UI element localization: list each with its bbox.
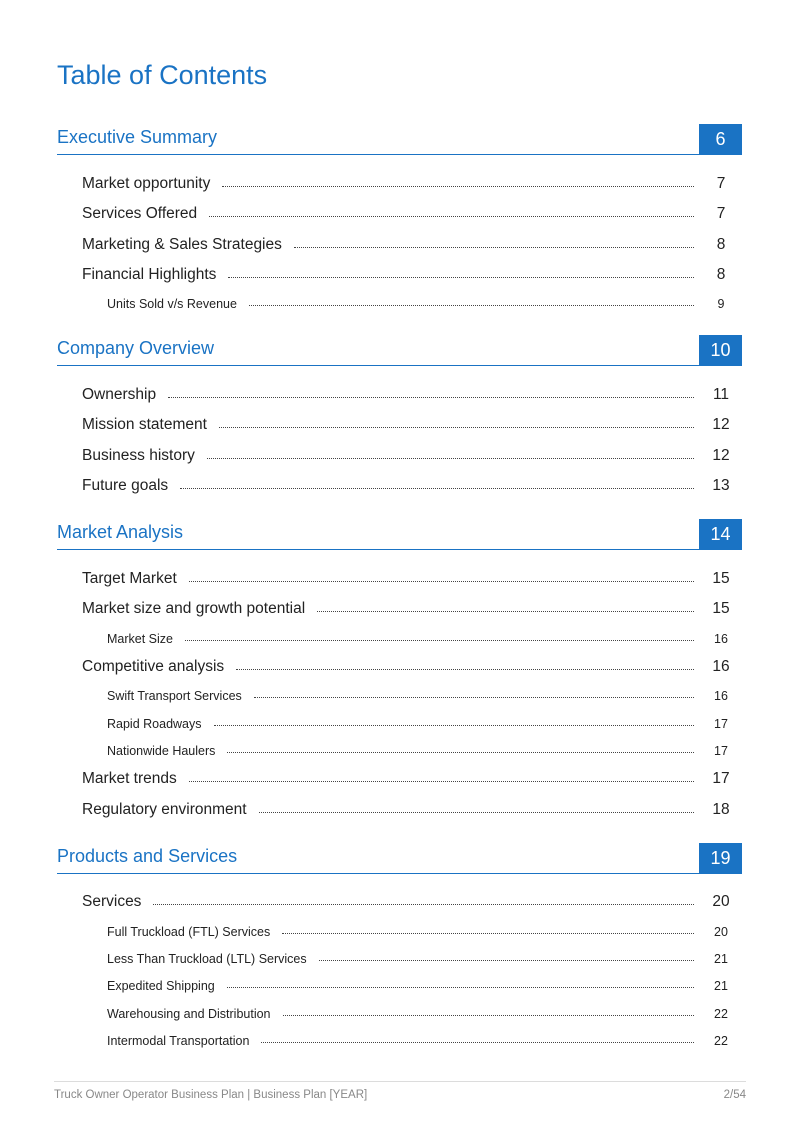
toc-entry[interactable] — [57, 437, 742, 468]
toc-dot-leader — [222, 185, 694, 187]
toc-section-page-badge: 19 — [699, 843, 742, 873]
toc-entry[interactable] — [57, 884, 742, 915]
toc-dot-leader — [180, 487, 694, 489]
toc-entry-page-number: 22 — [714, 1006, 728, 1021]
toc-section-page-badge: 14 — [699, 519, 742, 549]
toc-section — [57, 124, 742, 314]
toc-section — [57, 335, 742, 498]
toc-dot-leader — [249, 304, 694, 306]
toc-section-header[interactable] — [57, 335, 742, 366]
toc-entry-page-number: 18 — [712, 800, 730, 818]
toc-section-header[interactable] — [57, 519, 742, 550]
toc-entry-label: Full Truckload (FTL) Services — [107, 924, 271, 939]
toc-section-page-badge: 10 — [699, 335, 742, 365]
toc-entry-page-number: 8 — [716, 266, 726, 283]
toc-entry-label: Market size and growth potential — [82, 600, 306, 618]
toc-subentry[interactable] — [57, 621, 742, 648]
toc-entry-label: Expedited Shipping — [107, 979, 215, 994]
toc-entry[interactable] — [57, 196, 742, 227]
table-of-contents — [57, 124, 742, 1072]
toc-dot-leader — [153, 903, 694, 905]
toc-dot-leader — [219, 426, 694, 428]
toc-section-title: Executive Summary — [57, 127, 218, 147]
toc-entry-label: Mission statement — [82, 416, 207, 434]
toc-entry-label: Competitive analysis — [82, 658, 225, 676]
toc-entry-label: Intermodal Transportation — [107, 1033, 250, 1048]
toc-section — [57, 843, 742, 1051]
toc-entry-page-number: 17 — [714, 743, 728, 758]
toc-dot-leader — [236, 668, 694, 670]
toc-section-header[interactable] — [57, 843, 742, 874]
page-title: Table of Contents — [57, 60, 268, 90]
toc-entry[interactable] — [57, 649, 742, 680]
toc-entry-page-number: 12 — [712, 416, 730, 434]
toc-entry-label: Rapid Roadways — [107, 716, 202, 731]
toc-entry-page-number: 16 — [714, 631, 728, 646]
toc-entry-page-number: 22 — [714, 1033, 728, 1048]
toc-subentry[interactable] — [57, 1024, 742, 1051]
toc-entry-page-number: 21 — [714, 979, 728, 994]
toc-entry-label: Less Than Truckload (LTL) Services — [107, 952, 307, 967]
toc-entry-page-number: 8 — [716, 235, 726, 253]
toc-entry-label: Target Market — [82, 569, 177, 587]
toc-dot-leader — [209, 215, 694, 217]
toc-dot-leader — [282, 932, 694, 934]
toc-section-title: Products and Services — [57, 845, 238, 866]
page-footer — [54, 1081, 746, 1101]
toc-dot-leader — [189, 580, 694, 582]
toc-entry[interactable] — [57, 761, 742, 792]
toc-entry-page-number: 15 — [712, 569, 730, 587]
toc-entry-page-number: 9 — [717, 297, 725, 312]
toc-entry-page-number: 16 — [712, 658, 730, 676]
toc-entry[interactable] — [57, 468, 742, 499]
toc-subentry[interactable] — [57, 679, 742, 706]
toc-section-page-badge: 6 — [699, 124, 742, 154]
toc-dot-leader — [207, 457, 694, 459]
toc-section — [57, 519, 742, 822]
toc-subentry[interactable] — [57, 287, 742, 314]
toc-entry-label: Swift Transport Services — [107, 689, 242, 704]
toc-entry-page-number: 7 — [716, 205, 726, 222]
toc-entry-label: Marketing & Sales Strategies — [82, 235, 282, 253]
toc-entry[interactable] — [57, 376, 742, 407]
toc-entry-page-number: 20 — [712, 893, 730, 911]
toc-entry-label: Ownership — [82, 385, 157, 403]
toc-subentry[interactable] — [57, 706, 742, 733]
toc-entry[interactable] — [57, 165, 742, 196]
toc-entry-page-number: 15 — [712, 600, 730, 618]
toc-subentry[interactable] — [57, 914, 742, 941]
toc-dot-leader — [228, 276, 694, 278]
toc-entry-page-number: 16 — [714, 689, 728, 704]
toc-section-title: Market Analysis — [57, 522, 184, 543]
toc-entry[interactable] — [57, 226, 742, 257]
toc-entry-label: Nationwide Haulers — [107, 743, 216, 758]
toc-entry-label: Warehousing and Distribution — [107, 1006, 271, 1021]
toc-entry-label: Services — [82, 893, 142, 911]
toc-entry[interactable] — [57, 560, 742, 591]
toc-entry-page-number: 20 — [714, 924, 728, 939]
toc-entry-label: Services Offered — [82, 205, 198, 222]
toc-dot-leader — [259, 811, 694, 813]
toc-entry[interactable] — [57, 591, 742, 622]
toc-entry-label: Regulatory environment — [82, 800, 247, 818]
toc-dot-leader — [168, 396, 694, 398]
toc-entry[interactable] — [57, 407, 742, 438]
toc-dot-leader — [227, 986, 694, 988]
toc-section-header[interactable] — [57, 124, 742, 155]
toc-entry-page-number: 21 — [714, 952, 728, 967]
toc-entry-page-number: 11 — [712, 385, 730, 403]
footer-page-number: 2/54 — [723, 1089, 746, 1101]
toc-entry-label: Market opportunity — [82, 174, 211, 192]
toc-dot-leader — [185, 639, 694, 641]
footer-document-title: Truck Owner Operator Business Plan | Business Plan [YEAR] — [54, 1089, 368, 1101]
toc-entry[interactable] — [57, 257, 742, 288]
toc-subentry[interactable] — [57, 942, 742, 969]
toc-dot-leader — [261, 1041, 694, 1043]
toc-subentry[interactable] — [57, 996, 742, 1023]
toc-entry-page-number: 17 — [714, 716, 728, 731]
toc-entry-page-number: 7 — [716, 174, 726, 192]
toc-subentry[interactable] — [57, 734, 742, 761]
toc-entry-label: Future goals — [82, 477, 169, 495]
toc-entry-page-number: 17 — [712, 770, 730, 788]
toc-dot-leader — [227, 751, 694, 753]
toc-section-title: Company Overview — [57, 338, 215, 359]
toc-entry-label: Business history — [82, 446, 195, 464]
toc-entry[interactable] — [57, 791, 742, 822]
toc-dot-leader — [319, 959, 694, 961]
toc-entry-page-number: 13 — [712, 477, 730, 495]
toc-dot-leader — [189, 780, 694, 782]
toc-entry-label: Units Sold v/s Revenue — [107, 297, 237, 312]
toc-dot-leader — [214, 724, 695, 726]
toc-entry-page-number: 12 — [712, 446, 730, 464]
toc-subentry[interactable] — [57, 969, 742, 996]
toc-entry-label: Market Size — [107, 631, 173, 646]
toc-entry-label: Market trends — [82, 770, 177, 788]
toc-dot-leader — [317, 610, 694, 612]
toc-dot-leader — [294, 246, 694, 248]
toc-dot-leader — [254, 696, 694, 698]
toc-entry-label: Financial Highlights — [82, 266, 217, 283]
toc-dot-leader — [283, 1014, 694, 1016]
